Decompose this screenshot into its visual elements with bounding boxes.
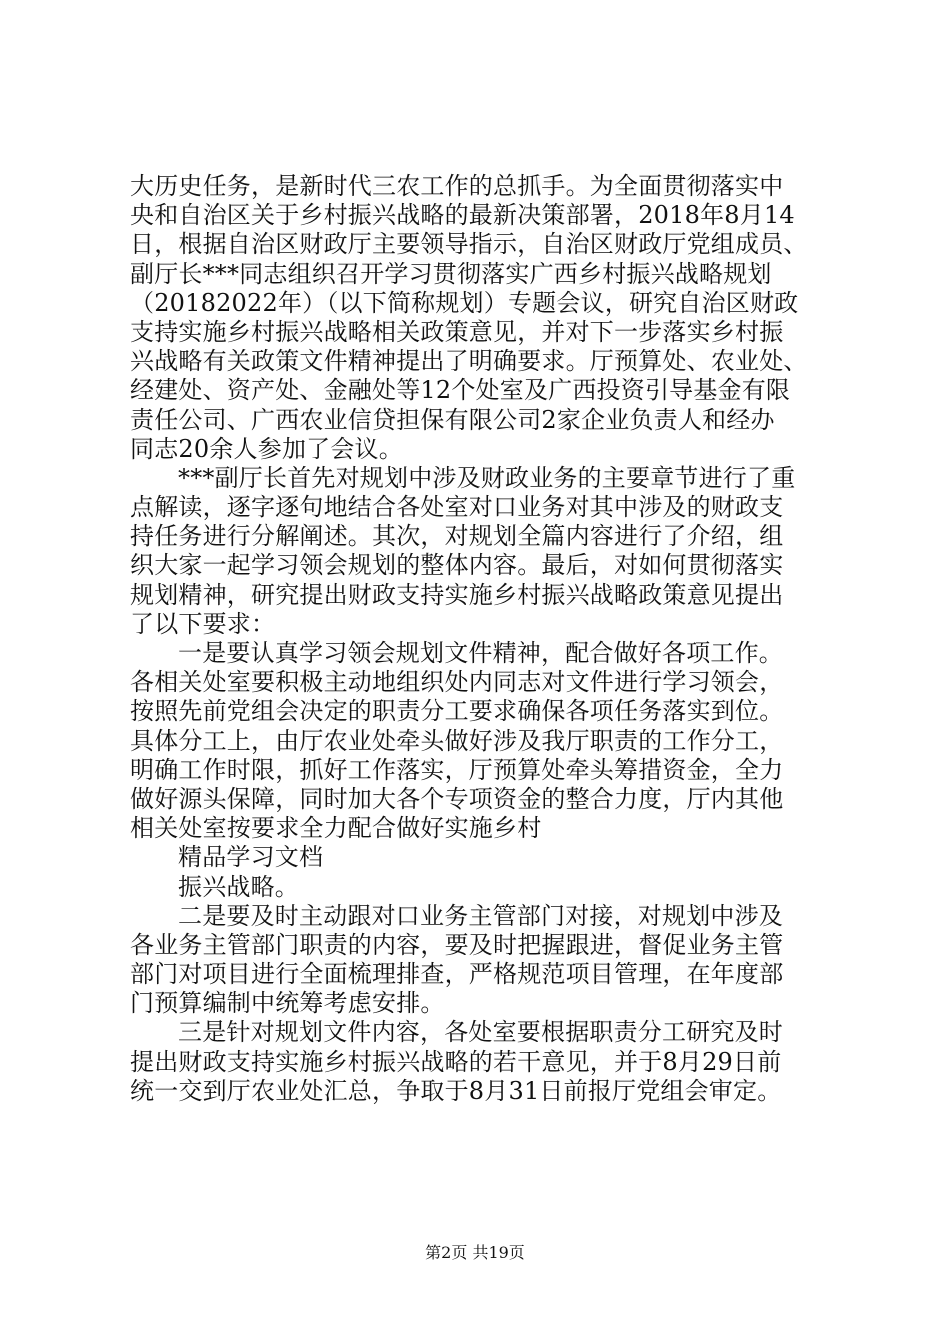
text-line: 按照先前党组会决定的职责分工要求确保各项任务落实到位。 xyxy=(130,697,784,726)
text-line: 明确工作时限，抓好工作落实，厅预算处牵头筹措资金，全力 xyxy=(130,755,784,784)
paragraph-start-line: ***副厅长首先对规划中涉及财政业务的主要章节进行了重 xyxy=(178,463,796,492)
text-line: 兴战略有关政策文件精神提出了明确要求。厅预算处、农业处、 xyxy=(130,347,808,376)
text-line: 同志20余人参加了会议。 xyxy=(130,434,403,463)
text-line: 各相关处室要积极主动地组织处内同志对文件进行学习领会， xyxy=(130,668,784,697)
page-number-footer: 第2页 共19页 xyxy=(425,1243,525,1262)
text-line: 各业务主管部门职责的内容，要及时把握跟进，督促业务主管 xyxy=(130,930,784,959)
text-line: 统一交到厅农业处汇总，争取于8月31日前报厅党组会审定。 xyxy=(130,1076,782,1105)
text-line: 门预算编制中统筹考虑安排。 xyxy=(130,989,445,1018)
text-line: 部门对项目进行全面梳理排查，严格规范项目管理，在年度部 xyxy=(130,960,784,989)
text-line: 振兴战略。 xyxy=(178,872,299,901)
watermark-label: 精品学习文档 xyxy=(178,843,324,872)
text-line: 责任公司、广西农业信贷担保有限公司2家企业负责人和经办 xyxy=(130,405,775,434)
text-line: 提出财政支持实施乡村振兴战略的若干意见，并于8月29日前 xyxy=(130,1047,782,1076)
text-line: 央和自治区关于乡村振兴战略的最新决策部署，2018年8月14 xyxy=(130,201,795,230)
text-line: 支持实施乡村振兴战略相关政策意见，并对下一步落实乡村振 xyxy=(130,317,784,346)
text-line: 点解读，逐字逐句地结合各处室对口业务对其中涉及的财政支 xyxy=(130,493,784,522)
text-line: 具体分工上，由厅农业处牵头做好涉及我厅职责的工作分工， xyxy=(130,726,784,755)
text-line: 经建处、资产处、金融处等12个处室及广西投资引导基金有限 xyxy=(130,376,791,405)
text-line: 日，根据自治区财政厅主要领导指示，自治区财政厅党组成员、 xyxy=(130,230,808,259)
paragraph-start-line: 一是要认真学习领会规划文件精神，配合做好各项工作。 xyxy=(178,639,783,667)
text-line: 相关处室按要求全力配合做好实施乡村 xyxy=(130,814,542,843)
text-line: （20182022年）（以下简称规划）专题会议，研究自治区财政 xyxy=(130,288,799,317)
paragraph-start-line: 三是针对规划文件内容，各处室要根据职责分工研究及时 xyxy=(178,1018,783,1047)
text-line: 做好源头保障，同时加大各个专项资金的整合力度，厅内其他 xyxy=(130,784,784,813)
text-line: 持任务进行分解阐述。其次，对规划全篇内容进行了介绍，组 xyxy=(130,522,784,551)
text-line: 规划精神，研究提出财政支持实施乡村振兴战略政策意见提出 xyxy=(130,580,784,609)
document-body xyxy=(130,172,830,1106)
text-line: 了以下要求： xyxy=(130,609,276,638)
paragraph-start-line: 二是要及时主动跟对口业务主管部门对接，对规划中涉及 xyxy=(178,901,783,930)
text-line: 大历史任务，是新时代三农工作的总抓手。为全面贯彻落实中 xyxy=(130,172,784,200)
text-line: 织大家一起学习领会规划的整体内容。最后，对如何贯彻落实 xyxy=(130,551,784,580)
text-line: 副厅长***同志组织召开学习贯彻落实广西乡村振兴战略规划 xyxy=(130,259,772,288)
